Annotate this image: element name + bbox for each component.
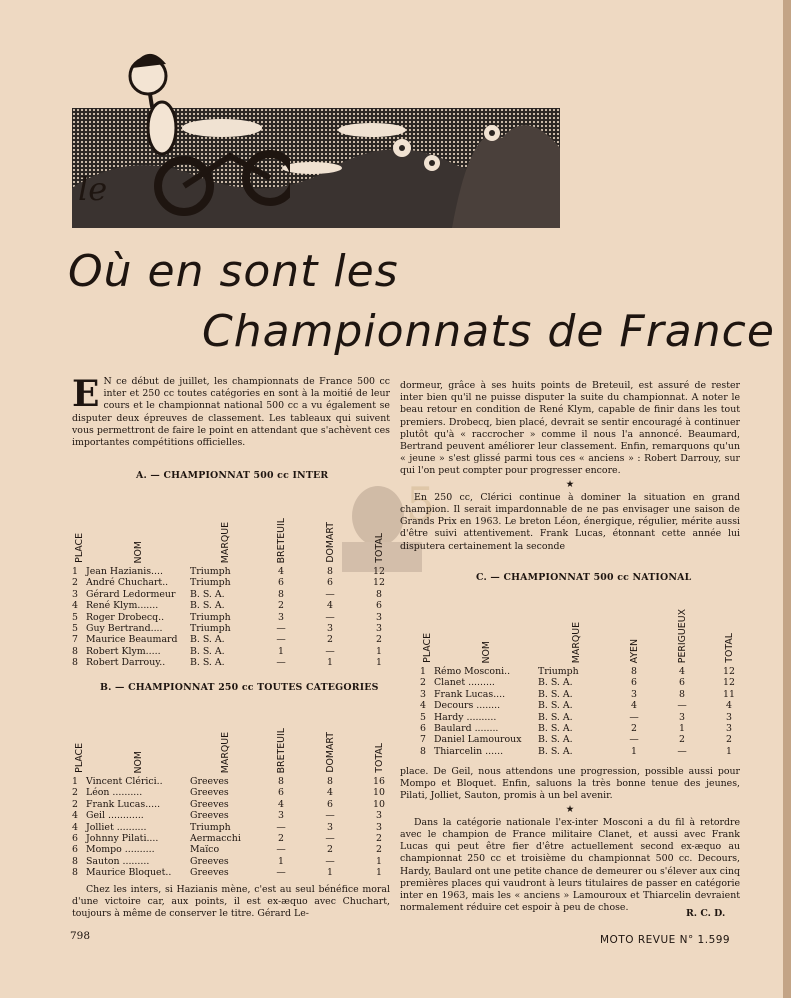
table-cell: 8 xyxy=(631,666,637,677)
table-cell: 6 xyxy=(278,787,284,799)
column-header: PLACE xyxy=(421,633,433,663)
table-cell: Maïco xyxy=(190,844,220,856)
table-cell: Daniel Lamouroux xyxy=(434,734,522,746)
table-row xyxy=(72,634,400,645)
table-row xyxy=(420,723,748,734)
table-row xyxy=(72,577,400,588)
table-row xyxy=(72,646,400,657)
table-row xyxy=(420,700,748,711)
table-cell: — xyxy=(629,711,639,723)
table-cell: 16 xyxy=(373,776,385,787)
table-cell: René Klym....... xyxy=(86,600,159,612)
column-2-paragraph-3: place. De Geil, nous attendons une progression, possible aussi pour Mompo et Bloquet. Enfin, saluons la très bonne tenue des jeunes, Pilati, Jolliet, Sauton, promis à un bel avenir. xyxy=(400,766,740,802)
table-cell: Thiarcelin ...... xyxy=(434,745,504,757)
column-header: PLACE xyxy=(73,743,85,773)
table-cell: — xyxy=(325,833,335,845)
table-cell: 6 xyxy=(327,798,333,810)
table-cell: 1 xyxy=(726,745,732,757)
table-cell: Frank Lucas.... xyxy=(434,688,506,700)
table-row xyxy=(72,776,400,787)
table-cell: Triumph xyxy=(190,577,231,589)
table-cell: Robert Darrouy.. xyxy=(86,657,166,669)
table-cell: 3 xyxy=(631,688,637,700)
table-cell: 2 xyxy=(679,734,685,746)
table-cell: 1 xyxy=(278,645,284,657)
table-cell: 11 xyxy=(723,688,735,700)
separator-star-2: ★ xyxy=(565,803,575,815)
table-cell: Maurice Beaumard xyxy=(86,634,178,646)
table-cell: 10 xyxy=(373,787,385,799)
table-row xyxy=(72,787,400,798)
intro-paragraph xyxy=(72,373,390,449)
table-cell: 1 xyxy=(420,666,426,677)
table-cell: 2 xyxy=(278,600,284,612)
table-cell: 8 xyxy=(679,688,685,700)
table-cell: 2 xyxy=(376,634,382,646)
table-cell: Greeves xyxy=(190,810,229,822)
table-cell: — xyxy=(276,634,286,646)
column-header: MARQUE xyxy=(219,731,231,773)
column-header: TOTAL xyxy=(373,533,385,563)
drop-cap: E xyxy=(72,373,100,415)
table-cell: 2 xyxy=(72,798,78,810)
table-cell: 1 xyxy=(72,566,78,577)
column-header: PLACE xyxy=(73,533,85,563)
table-cell: 4 xyxy=(72,810,78,822)
column-1-text: Chez les inters, si Hazianis mène, c'est au seul bénéfice moral d'une victoire car, aux points, il est ex-æquo avec Chuchart, toujours à même de conserver le titre. Gérard Le- xyxy=(72,884,390,920)
table-cell: 8 xyxy=(420,745,426,757)
table-cell: 3 xyxy=(679,711,685,723)
table-cell: B. S. A. xyxy=(190,588,225,600)
table-cell: 3 xyxy=(376,611,382,623)
table-row xyxy=(72,844,400,855)
table-cell: 2 xyxy=(726,734,732,746)
table-cell: — xyxy=(276,844,286,856)
table-cell: Rémo Mosconi.. xyxy=(434,666,511,677)
table-cell: 4 xyxy=(420,700,426,712)
table-row xyxy=(420,746,748,757)
table-cell: 7 xyxy=(420,734,426,746)
table-cell: 12 xyxy=(723,677,735,689)
table-row xyxy=(72,566,400,577)
column-header: TOTAL xyxy=(723,633,735,663)
column-2-top xyxy=(400,380,740,553)
table-cell: B. S. A. xyxy=(190,645,225,657)
table-cell: 6 xyxy=(376,600,382,612)
table-cell: — xyxy=(325,810,335,822)
table-cell: 2 xyxy=(420,677,426,689)
table-cell: 2 xyxy=(327,634,333,646)
table-cell: 8 xyxy=(278,776,284,787)
table-cell: — xyxy=(276,821,286,833)
table-cell: 7 xyxy=(72,634,78,646)
table-cell: 4 xyxy=(726,700,732,712)
table-cell: 8 xyxy=(278,588,284,600)
table-cell: 4 xyxy=(278,798,284,810)
table-row xyxy=(72,799,400,810)
table-cell: Greeves xyxy=(190,798,229,810)
table-cell: 1 xyxy=(327,867,333,879)
table-cell: 12 xyxy=(723,666,735,677)
table-row xyxy=(72,589,400,600)
table-cell: 3 xyxy=(72,588,78,600)
table-cell: — xyxy=(325,645,335,657)
table-cell: — xyxy=(276,623,286,635)
table-cell: Robert Klym..... xyxy=(86,645,161,657)
table-cell: Greeves xyxy=(190,855,229,867)
table-cell: B. S. A. xyxy=(538,734,573,746)
table-row xyxy=(72,810,400,821)
table-row xyxy=(420,712,748,723)
column-header: MARQUE xyxy=(570,621,582,663)
column-header: NOM xyxy=(480,640,492,663)
header-logo: le xyxy=(78,170,108,208)
column-header: NOM xyxy=(132,750,144,773)
table-cell: Sauton ......... xyxy=(86,855,150,867)
table-cell: 6 xyxy=(420,723,426,735)
table-cell: Triumph xyxy=(190,623,231,635)
table-cell: Jolliet .......... xyxy=(86,821,147,833)
table-cell: B. S. A. xyxy=(538,723,573,735)
table-cell: Aermacchi xyxy=(190,833,241,845)
table-cell: 6 xyxy=(72,833,78,845)
table-cell: Greeves xyxy=(190,867,229,879)
table-cell: 8 xyxy=(72,855,78,867)
table-cell: 6 xyxy=(327,577,333,589)
table-b xyxy=(72,690,400,879)
headline-line-2: Championnats de France xyxy=(202,306,775,357)
table-cell: — xyxy=(276,657,286,669)
table-cell: 2 xyxy=(327,844,333,856)
table-cell: Geil ............ xyxy=(86,810,144,822)
table-a xyxy=(72,480,400,669)
table-cell: 5 xyxy=(72,611,78,623)
table-row xyxy=(72,657,400,668)
table-c-title: C. — CHAMPIONNAT 500 cc NATIONAL xyxy=(476,572,692,583)
table-cell: 2 xyxy=(72,577,78,589)
table-cell: 3 xyxy=(278,611,284,623)
table-cell: 8 xyxy=(376,588,382,600)
separator-star: ★ xyxy=(565,478,575,490)
table-cell: Maurice Bloquet.. xyxy=(86,867,172,879)
table-cell: 10 xyxy=(373,798,385,810)
table-cell: 2 xyxy=(631,723,637,735)
table-cell: Greeves xyxy=(190,787,229,799)
table-cell: 4 xyxy=(278,566,284,577)
table-cell: 8 xyxy=(327,566,333,577)
table-cell: B. S. A. xyxy=(190,657,225,669)
table-c xyxy=(420,580,748,757)
table-cell: B. S. A. xyxy=(190,600,225,612)
table-cell: 5 xyxy=(72,623,78,635)
table-cell: Triumph xyxy=(190,611,231,623)
table-cell: 2 xyxy=(278,833,284,845)
table-a-title: A. — CHAMPIONNAT 500 cc INTER xyxy=(136,470,329,481)
table-cell: B. S. A. xyxy=(538,745,573,757)
table-cell: Gérard Ledormeur xyxy=(86,588,176,600)
table-cell: Triumph xyxy=(190,566,231,577)
table-cell: 4 xyxy=(72,600,78,612)
table-row xyxy=(420,689,748,700)
table-cell: Jean Hazianis.... xyxy=(86,566,163,577)
table-cell: B. S. A. xyxy=(190,634,225,646)
table-row xyxy=(420,734,748,745)
column-header: BRETEUIL xyxy=(275,517,287,563)
column-header: NOM xyxy=(132,540,144,563)
table-cell: 8 xyxy=(327,776,333,787)
column-header: PERIGUEUX xyxy=(676,608,688,663)
table-cell: 3 xyxy=(327,821,333,833)
table-cell: — xyxy=(325,588,335,600)
table-cell: 2 xyxy=(376,844,382,856)
table-cell: 6 xyxy=(631,677,637,689)
column-2-bottom xyxy=(400,766,740,914)
table-cell: — xyxy=(325,855,335,867)
table-row xyxy=(72,833,400,844)
table-cell: 1 xyxy=(278,855,284,867)
intro-text: N ce début de juillet, les championnats de France 500 cc inter et 250 cc toutes catégories en sont à la moitié de leur cours et le championnat national 500 cc a vu également se disputer deux épreuves de classement. Les tableaux qui suivent vous permettront de faire le point en attendant que s'achèvent ces importantes compétitions officielles. xyxy=(72,376,390,449)
column-header: TOTAL xyxy=(373,743,385,773)
magazine-issue: MOTO REVUE N° 1.599 xyxy=(600,934,731,946)
table-cell: 4 xyxy=(631,700,637,712)
svg-text:5: 5 xyxy=(406,477,436,531)
table-row xyxy=(72,612,400,623)
table-cell: 4 xyxy=(327,787,333,799)
table-cell: — xyxy=(677,700,687,712)
table-cell: André Chuchart.. xyxy=(86,577,169,589)
table-cell: 4 xyxy=(679,666,685,677)
table-cell: Triumph xyxy=(538,666,579,677)
table-cell: 4 xyxy=(72,821,78,833)
table-row xyxy=(420,677,748,688)
column-2-paragraph-1: dormeur, grâce à ses huits points de Breteuil, est assuré de rester inter bien qu'il ne puisse disputer la suite du championnat. A noter le beau retour en condition de René Klym, capable de finir dans les tout premiers. Drobecq, bien placé, devrait se sentir encouragé à continuer plutôt qu'à « raccrocher » comme il nous l'a annoncé. Beaumard, Bertrand peuvent améliorer leur classement. Enfin, remarquons qu'un « jeune » s'est glissé parmi tous ces « anciens » : Robert Darrouy, sur qui l'on peut compter pour progresser encore. xyxy=(400,380,740,477)
table-row xyxy=(420,666,748,677)
table-row xyxy=(72,822,400,833)
table-cell: B. S. A. xyxy=(538,677,573,689)
table-cell: Baulard ........ xyxy=(434,723,499,735)
table-cell: 1 xyxy=(72,776,78,787)
column-header: MARQUE xyxy=(219,521,231,563)
table-cell: 1 xyxy=(376,867,382,879)
column-2-paragraph-2: En 250 cc, Clérici continue à dominer la situation en grand champion. Il serait impardonnable de ne pas envisager une saison de Grands Prix en 1963. Le breton Léon, énergique, régulier, mérite aussi d'être suivi attentivement. Frank Lucas, étonnant cette année lui disputera certainement la seconde xyxy=(400,491,740,552)
table-header-row xyxy=(72,690,400,776)
headline-line-1: Où en sont les xyxy=(68,246,399,297)
column-header: DOMART xyxy=(324,522,336,563)
table-cell: Léon .......... xyxy=(86,787,143,799)
table-cell: 4 xyxy=(327,600,333,612)
table-cell: 3 xyxy=(376,623,382,635)
table-cell: 1 xyxy=(376,855,382,867)
table-cell: 6 xyxy=(679,677,685,689)
table-cell: 8 xyxy=(72,867,78,879)
table-cell: 6 xyxy=(278,577,284,589)
table-cell: Greeves xyxy=(190,776,229,787)
table-cell: B. S. A. xyxy=(538,700,573,712)
page-number: 798 xyxy=(70,930,91,942)
table-cell: 2 xyxy=(376,833,382,845)
table-cell: B. S. A. xyxy=(538,711,573,723)
author-signature: R. C. D. xyxy=(686,908,726,919)
table-cell: Clanet ......... xyxy=(434,677,495,689)
table-row xyxy=(72,856,400,867)
table-cell: 1 xyxy=(631,745,637,757)
table-cell: Roger Drobecq.. xyxy=(86,611,165,623)
table-header-row xyxy=(420,580,748,666)
table-cell: B. S. A. xyxy=(538,688,573,700)
table-cell: 3 xyxy=(327,623,333,635)
table-cell: 3 xyxy=(726,711,732,723)
table-cell: — xyxy=(629,734,639,746)
table-cell: 1 xyxy=(376,657,382,669)
table-cell: 2 xyxy=(72,787,78,799)
table-row xyxy=(72,600,400,611)
table-cell: — xyxy=(325,611,335,623)
table-cell: Frank Lucas..... xyxy=(86,798,161,810)
table-cell: 3 xyxy=(376,821,382,833)
table-cell: 1 xyxy=(376,645,382,657)
table-cell: 12 xyxy=(373,577,385,589)
column-header: DOMART xyxy=(324,732,336,773)
column-header: BRETEUIL xyxy=(275,727,287,773)
table-cell: 3 xyxy=(376,810,382,822)
table-cell: 5 xyxy=(420,711,426,723)
table-cell: 3 xyxy=(726,723,732,735)
table-cell: Vincent Clérici.. xyxy=(86,776,163,787)
table-cell: — xyxy=(677,745,687,757)
table-cell: 1 xyxy=(679,723,685,735)
table-cell: 8 xyxy=(72,645,78,657)
table-cell: 3 xyxy=(278,810,284,822)
table-cell: Mompo .......... xyxy=(86,844,155,856)
table-cell: 12 xyxy=(373,566,385,577)
table-cell: Triumph xyxy=(190,821,231,833)
table-cell: 6 xyxy=(72,844,78,856)
column-header: AYEN xyxy=(628,638,640,663)
table-row xyxy=(72,623,400,634)
table-cell: 8 xyxy=(72,657,78,669)
table-cell: — xyxy=(276,867,286,879)
table-header-row xyxy=(72,480,400,566)
table-b-title: B. — CHAMPIONNAT 250 cc TOUTES CATEGORIES xyxy=(100,682,379,693)
table-row xyxy=(72,867,400,878)
table-cell: 3 xyxy=(420,688,426,700)
table-cell: 1 xyxy=(327,657,333,669)
table-cell: Guy Bertrand.... xyxy=(86,623,163,635)
table-cell: Johnny Pilati.... xyxy=(86,833,159,845)
column-2-paragraph-4: Dans la catégorie nationale l'ex-inter Mosconi a du fil à retordre avec le champion de France militaire Clanet, et aussi avec Frank Lucas qui peut être fier d'être actuellement second ex-æquo au championnat 250 cc et troisième du championnat 500 cc. Decours, Hardy, Baulard ont une petite chance de demeurer ou s'élever aux cinq premières places qui vaudront à leurs titulaires de passer en catégorie inter en 1963, mais les « anciens » Lamouroux et Thiarcelin devraient normalement réduire cet espoir à peu de chose. xyxy=(400,816,740,914)
table-cell: Hardy .......... xyxy=(434,711,497,723)
table-cell: Decours ........ xyxy=(434,700,501,712)
